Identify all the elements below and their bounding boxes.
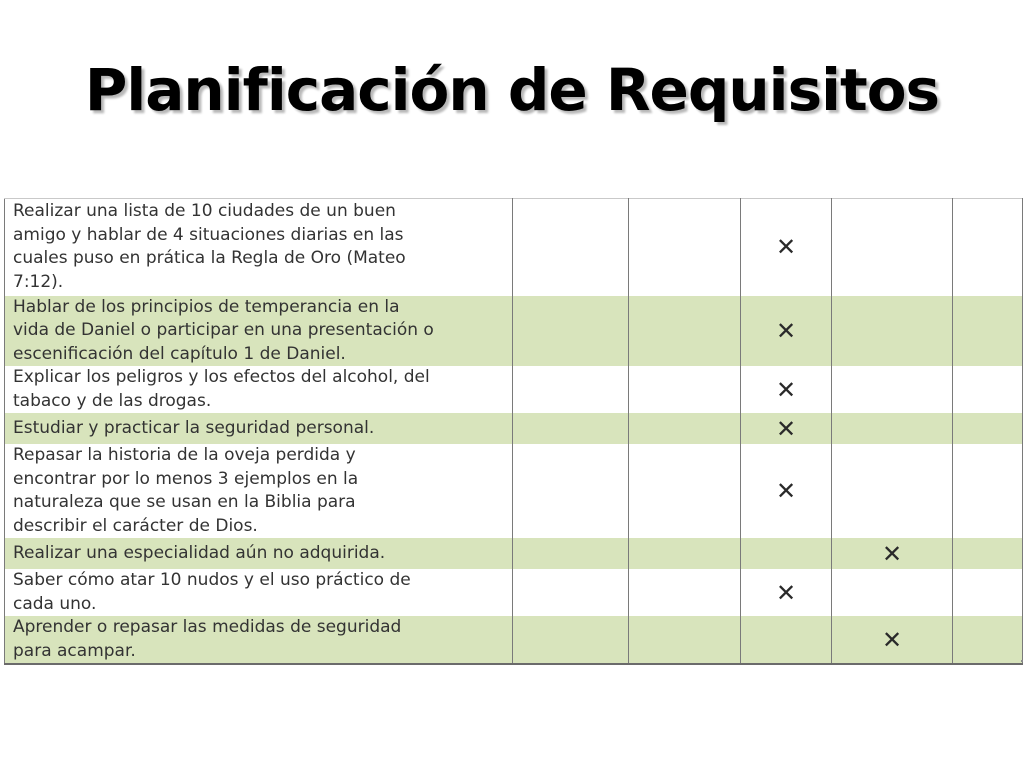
mark-cell xyxy=(513,296,629,367)
mark-cell xyxy=(629,569,741,616)
table-row xyxy=(5,444,1023,538)
table-row xyxy=(5,538,1023,569)
mark-cell xyxy=(741,366,832,413)
mark-cell xyxy=(513,538,629,569)
mark-cell xyxy=(741,296,832,367)
mark-cell xyxy=(953,413,1023,444)
table-row xyxy=(5,296,1023,367)
mark-cell xyxy=(741,538,832,569)
mark-cell xyxy=(832,366,953,413)
mark-cell xyxy=(741,569,832,616)
mark-cell xyxy=(832,413,953,444)
requirement-text: Estudiar y practicar la seguridad personal. xyxy=(5,413,513,444)
slide-edge-mark xyxy=(1021,660,1023,662)
mark-cell xyxy=(832,296,953,367)
requirement-text: Repasar la historia de la oveja perdida y encontrar por lo menos 3 ejemplos en la naturaleza que se usan en la Biblia para describir el carácter de Dios. xyxy=(5,444,513,538)
mark-cell xyxy=(629,413,741,444)
mark-cell xyxy=(629,199,741,296)
x-mark-icon: ✕ xyxy=(775,414,797,443)
mark-cell xyxy=(513,616,629,664)
mark-cell xyxy=(513,413,629,444)
mark-cell xyxy=(513,366,629,413)
x-mark-icon: ✕ xyxy=(881,539,903,568)
requirement-text: Hablar de los principios de temperancia en la vida de Daniel o participar en una presentación o escenificación del capítulo 1 de Daniel. xyxy=(5,296,513,367)
table-row xyxy=(5,616,1023,664)
mark-cell xyxy=(741,616,832,664)
x-mark-icon: ✕ xyxy=(775,578,797,607)
requirement-text: Saber cómo atar 10 nudos y el uso práctico de cada uno. xyxy=(5,569,513,616)
mark-cell xyxy=(741,444,832,538)
mark-cell xyxy=(832,199,953,296)
x-mark-icon: ✕ xyxy=(775,477,797,505)
mark-cell xyxy=(953,616,1023,664)
mark-cell xyxy=(832,538,953,569)
mark-cell xyxy=(953,296,1023,367)
mark-cell xyxy=(741,199,832,296)
requirement-text: Aprender o repasar las medidas de seguridad para acampar. xyxy=(5,616,513,664)
mark-cell xyxy=(953,444,1023,538)
mark-cell xyxy=(513,569,629,616)
mark-cell xyxy=(953,199,1023,296)
x-mark-icon: ✕ xyxy=(775,375,797,404)
requirements-table-body xyxy=(5,199,1023,665)
requirement-text: Realizar una especialidad aún no adquirida. xyxy=(5,538,513,569)
mark-cell xyxy=(513,444,629,538)
requirement-text: Explicar los peligros y los efectos del alcohol, del tabaco y de las drogas. xyxy=(5,366,513,413)
requirement-text: Realizar una lista de 10 ciudades de un buen amigo y hablar de 4 situaciones diarias en las cuales puso en prática la Regla de Oro (Mateo 7:12). xyxy=(5,199,513,296)
mark-cell xyxy=(953,538,1023,569)
mark-cell xyxy=(741,413,832,444)
mark-cell xyxy=(513,199,629,296)
mark-cell xyxy=(629,538,741,569)
mark-cell xyxy=(629,444,741,538)
table-row xyxy=(5,569,1023,616)
mark-cell xyxy=(629,366,741,413)
table-row xyxy=(5,413,1023,444)
mark-cell xyxy=(832,616,953,664)
mark-cell xyxy=(629,296,741,367)
x-mark-icon: ✕ xyxy=(881,625,903,654)
mark-cell xyxy=(629,616,741,664)
table-row xyxy=(5,366,1023,413)
x-mark-icon: ✕ xyxy=(775,233,797,262)
slide-title: Planificación de Requisitos xyxy=(84,56,940,124)
x-mark-icon: ✕ xyxy=(775,316,797,345)
mark-cell xyxy=(953,569,1023,616)
mark-cell xyxy=(953,366,1023,413)
mark-cell xyxy=(832,569,953,616)
mark-cell xyxy=(832,444,953,538)
requirements-table xyxy=(4,198,1023,665)
table-row xyxy=(5,199,1023,296)
